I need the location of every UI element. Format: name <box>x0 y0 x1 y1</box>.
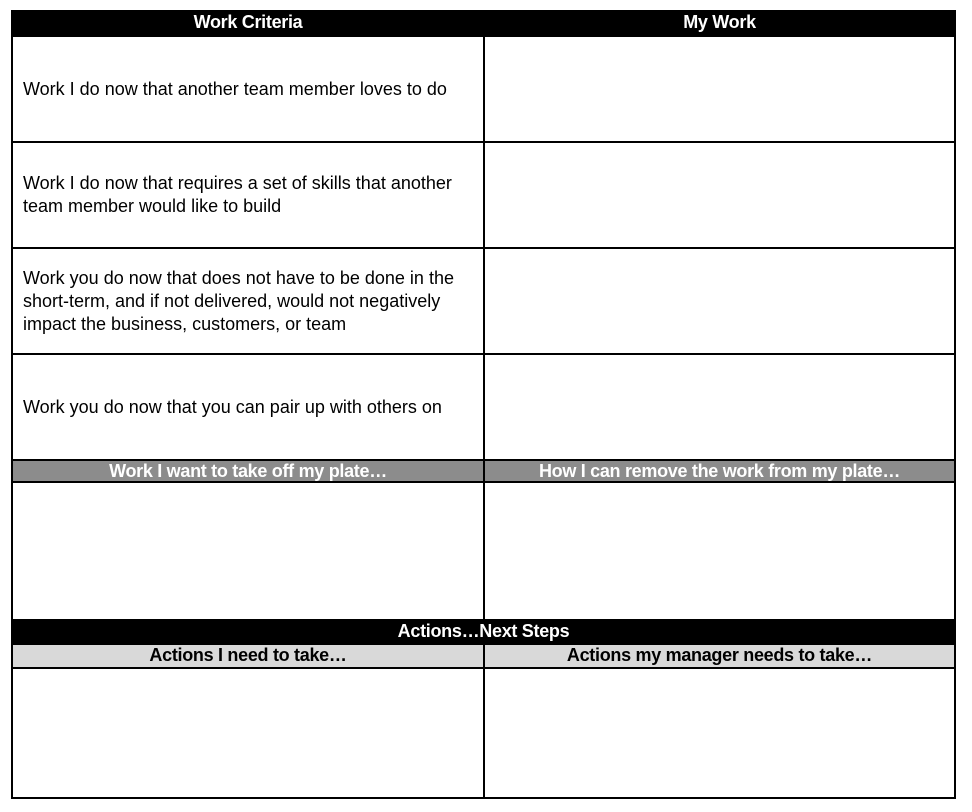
my-work-cell[interactable] <box>483 247 956 355</box>
take-off-plate-cell[interactable] <box>11 481 485 621</box>
criteria-label: Work you do now that does not have to be done in the short-term, and if not delivered, would not negatively impact the business, customers, or team <box>11 247 485 355</box>
criteria-label: Work you do now that you can pair up with others on <box>11 353 485 461</box>
my-work-cell[interactable] <box>483 353 956 461</box>
remove-from-plate-cell[interactable] <box>483 481 956 621</box>
my-work-cell[interactable] <box>483 141 956 249</box>
my-actions-cell[interactable] <box>11 667 485 799</box>
header-remove-from-plate: How I can remove the work from my plate… <box>483 459 956 483</box>
manager-actions-cell[interactable] <box>483 667 956 799</box>
criteria-label: Work I do now that another team member loves to do <box>11 35 485 143</box>
header-work-criteria: Work Criteria <box>11 10 485 37</box>
header-my-work: My Work <box>483 10 956 37</box>
header-manager-actions: Actions my manager needs to take… <box>483 643 956 669</box>
header-actions-next-steps: Actions…Next Steps <box>11 619 956 645</box>
my-work-cell[interactable] <box>483 35 956 143</box>
header-take-off-plate: Work I want to take off my plate… <box>11 459 485 483</box>
header-my-actions: Actions I need to take… <box>11 643 485 669</box>
criteria-label: Work I do now that requires a set of skills that another team member would like to build <box>11 141 485 249</box>
